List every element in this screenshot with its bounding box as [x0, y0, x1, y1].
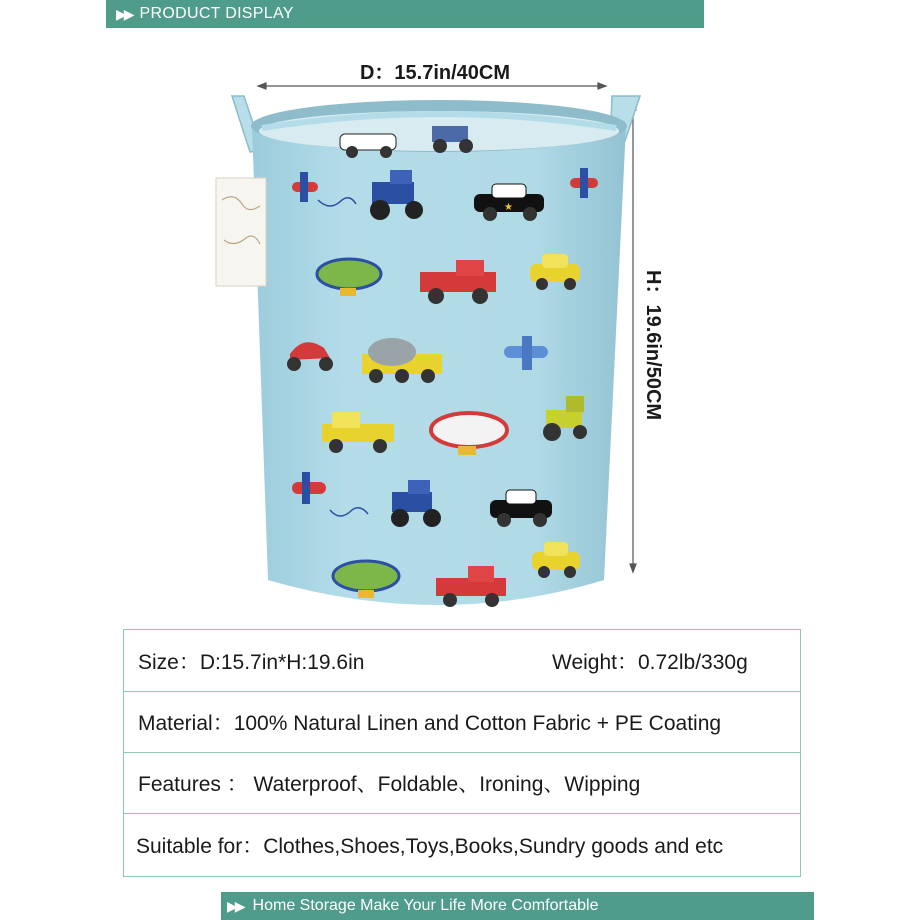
bottom-banner-slogan: Home Storage Make Your Life More Comfortable — [252, 897, 599, 914]
spec-row-size — [124, 630, 800, 692]
top-banner-title: PRODUCT DISPLAY — [139, 5, 294, 22]
double-arrow-icon: ▶▶ — [227, 897, 243, 914]
features-text: Features ： Waterproof、Foldable、Ironing、Wipping — [138, 772, 641, 796]
spec-row-features — [124, 752, 800, 814]
double-arrow-icon: ▶▶ — [116, 5, 132, 22]
height-label: H：19.6in/50CM — [642, 270, 664, 421]
weight-text: Weight：0.72lb/330g — [552, 650, 748, 674]
svg-text:★: ★ — [504, 202, 513, 213]
hang-tag — [216, 178, 266, 286]
size-text: Size：D:15.7in*H:19.6in — [138, 650, 365, 674]
material-text: Material：100% Natural Linen and Cotton Fabric + PE Coating — [138, 711, 722, 735]
suitable-text: Suitable for：Clothes,Shoes,Toys,Books,Sundry goods and etc — [136, 835, 724, 858]
spec-row-material — [124, 691, 800, 753]
spec-row-suitable — [124, 814, 800, 876]
bottom-banner — [221, 892, 814, 920]
diameter-label: D：15.7in/40CM — [359, 62, 511, 84]
spec-table — [123, 629, 801, 877]
